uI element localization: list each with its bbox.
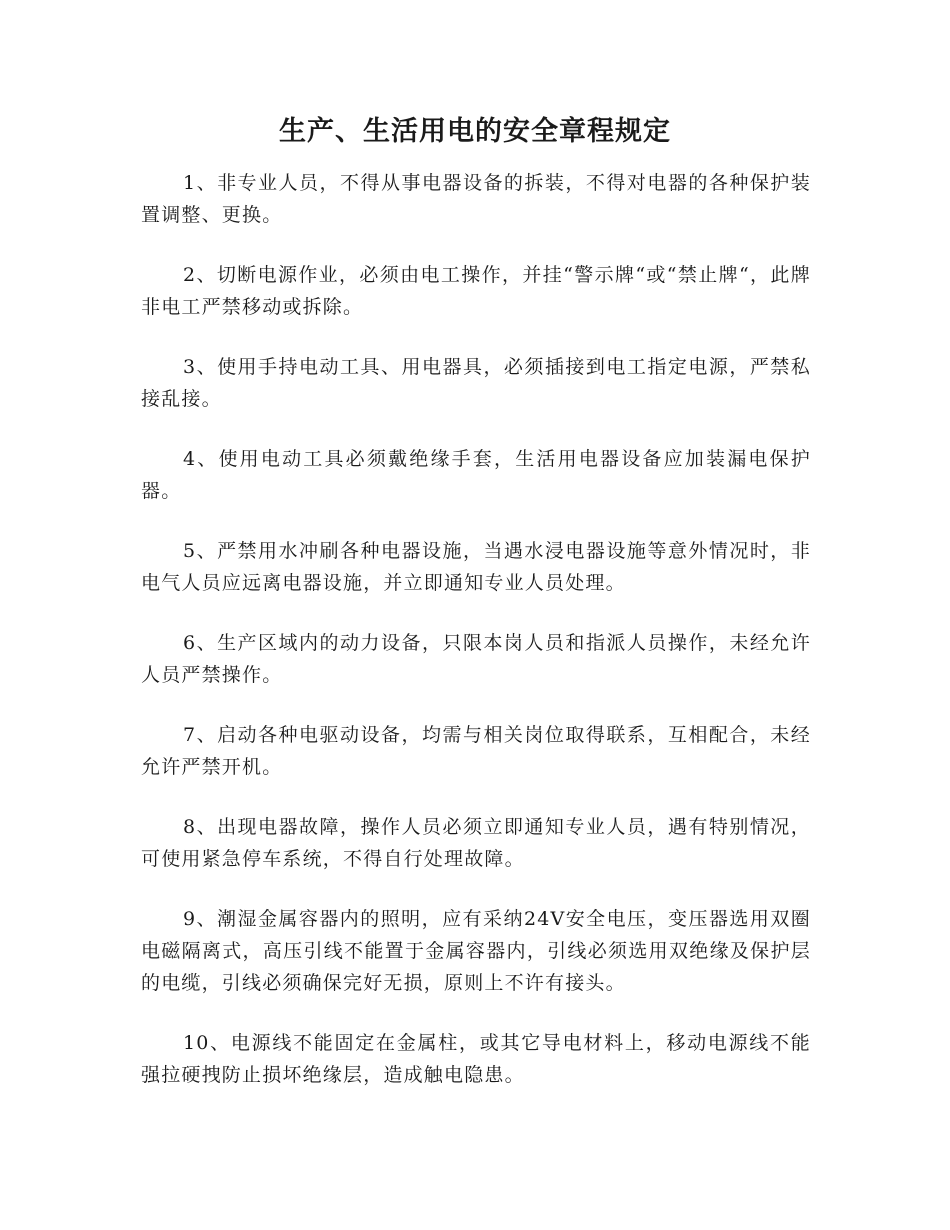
rule-paragraph-5: 5、严禁用水冲刷各种电器设施，当遇水浸电器设施等意外情况时，非电气人员应远离电器设施，并立即通知专业人员处理。: [141, 540, 811, 594]
rule-paragraph-2: 2、切断电源作业，必须由电工操作，并挂“警示牌“或“禁止牌“，此牌非电工严禁移动或拆除。: [141, 264, 811, 318]
rule-paragraph-4: 4、使用电动工具必须戴绝缘手套，生活用电器设备应加装漏电保护器。: [141, 448, 811, 502]
rule-paragraph-8: 8、出现电器故障，操作人员必须立即通知专业人员，遇有特别情况，可使用紧急停车系统，不得自行处理故障。: [141, 816, 811, 870]
rule-paragraph-7: 7、启动各种电驱动设备，均需与相关岗位取得联系，互相配合，未经允许严禁开机。: [141, 724, 811, 778]
rule-paragraph-10: 10、电源线不能固定在金属柱，或其它导电材料上，移动电源线不能强拉硬拽防止损坏绝缘层，造成触电隐患。: [141, 1032, 811, 1086]
rule-paragraph-9: 9、潮湿金属容器内的照明，应有采纳24V安全电压，变压器选用双圈电磁隔离式，高压引线不能置于金属容器内，引线必须选用双绝缘及保护层的电缆，引线必须确保完好无损，原则上不许有接头。: [141, 908, 811, 994]
rule-paragraph-6: 6、生产区域内的动力设备，只限本岗人员和指派人员操作，未经允许人员严禁操作。: [141, 632, 811, 686]
page-title: 生产、生活用电的安全章程规定: [279, 116, 671, 147]
document-body: [141, 167, 811, 1119]
rule-paragraph-3: 3、使用手持电动工具、用电器具，必须插接到电工指定电源，严禁私接乱接。: [141, 356, 811, 410]
rule-paragraph-1: 1、非专业人员，不得从事电器设备的拆装，不得对电器的各种保护装置调整、更换。: [141, 172, 811, 226]
